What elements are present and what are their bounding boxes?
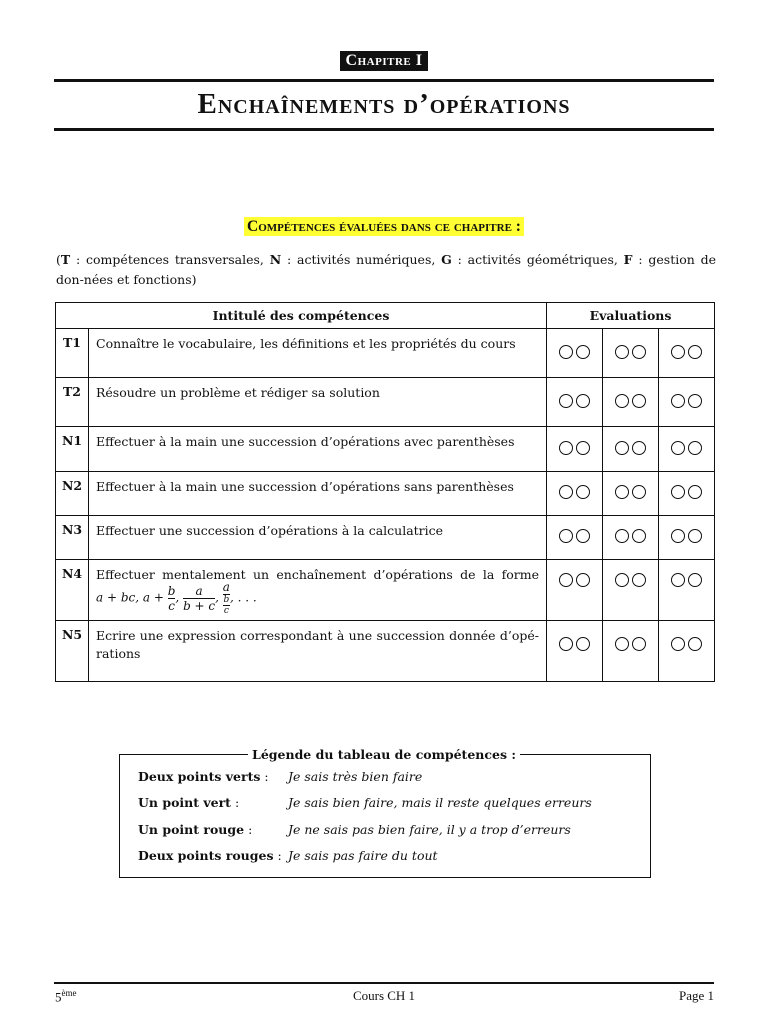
legend-item: Un point vert : Je sais bien faire, mais il reste quelques erreurs [138,795,592,810]
eval-circle[interactable] [671,573,685,587]
competences-heading-text: Compétences évaluées dans ce chapitre : [244,217,524,236]
eval-circle[interactable] [632,637,646,651]
f1-num: b [167,583,176,598]
row-code: T2 [56,378,89,427]
table-row [56,329,715,378]
eval-circle[interactable] [632,529,646,543]
row-code: T1 [56,329,89,378]
eval-circle[interactable] [615,529,629,543]
legend-value: Je sais pas faire du tout [288,848,438,863]
table-row [56,621,715,682]
eval-circle[interactable] [688,394,702,408]
eval-circle[interactable] [688,637,702,651]
eval-circle[interactable] [559,485,573,499]
eval-circle[interactable] [615,394,629,408]
eval-circle[interactable] [576,485,590,499]
row-label: Effectuer à la main une succession d’opérations avec parenthèses [89,427,547,472]
eval-circle[interactable] [671,441,685,455]
n4-lead: a + bc, a + [96,590,164,605]
f3-den-num: b [223,595,230,605]
legend-item: Deux points rouges : Je sais pas faire du tout [138,848,438,863]
eval-circle[interactable] [688,345,702,359]
f3-num: a [222,580,230,594]
intro-7: F [623,252,633,267]
row-label: Effectuer à la main une succession d’opérations sans parenthèses [89,472,547,516]
row-label-n4 [89,560,547,621]
eval-circle[interactable] [671,394,685,408]
fraction-b-over-c [168,584,176,613]
intro-3: N [269,252,282,267]
legend-item: Un point rouge : Je ne sais pas bien faire, il y a trop d’erreurs [138,822,571,837]
chapter-badge [0,50,768,71]
legend-title [0,744,768,763]
intro-6: : activités géométriques, [451,252,624,267]
eval-circle[interactable] [688,573,702,587]
competences-table [55,302,715,682]
eval-circle[interactable] [559,529,573,543]
eval-circle[interactable] [559,345,573,359]
eval-circle[interactable] [632,485,646,499]
legend-value: Je sais très bien faire [288,769,423,784]
f1-den: c [168,598,175,613]
intro-5: G [441,252,452,267]
footer-center: Cours CH 1 [352,988,416,1003]
eval-circle[interactable] [576,637,590,651]
row-code: N1 [56,427,89,472]
f3-den [223,594,230,616]
footer-page: Page 1 [678,988,714,1003]
f2-den: b + c [183,598,216,613]
legend-key: Deux points rouges [138,848,274,863]
table-row [56,560,715,621]
table-row [56,427,715,472]
legend-key: Un point rouge [138,822,245,837]
intro-4: : activités numériques, [281,252,442,267]
eval-circle[interactable] [688,441,702,455]
eval-circle[interactable] [632,394,646,408]
intro-1: T [60,252,71,267]
eval-circle[interactable] [671,529,685,543]
eval-circle[interactable] [559,573,573,587]
row-label: Ecrire une expression correspondant à une succession donnée d’opé-rations [89,621,547,682]
legend-key: Deux points verts [138,769,261,784]
eval-circle[interactable] [671,485,685,499]
row-code: N3 [56,516,89,560]
eval-circle[interactable] [615,441,629,455]
intro-8: : gestion de don-nées et fonctions) [56,252,716,287]
f2-num: a [195,583,203,598]
fraction-a-over-b-over-c [223,580,230,616]
eval-circle[interactable] [688,529,702,543]
eval-circle[interactable] [632,441,646,455]
table-row [56,472,715,516]
eval-circle[interactable] [615,485,629,499]
competences-heading [0,216,768,236]
title-rule-bottom [54,128,714,131]
row-code: N2 [56,472,89,516]
table-row [56,516,715,560]
footer-rule [54,982,714,984]
eval-circle[interactable] [559,637,573,651]
legend-value: Je sais bien faire, mais il reste quelques erreurs [288,795,592,810]
title-rule-top [54,79,714,82]
intro-paragraph [56,250,716,290]
table-header-row [56,303,715,329]
eval-circle[interactable] [576,394,590,408]
intro-0: ( [56,252,61,267]
eval-circle[interactable] [615,345,629,359]
legend-title-text: Légende du tableau de compétences : [248,747,520,762]
eval-circle[interactable] [671,637,685,651]
eval-circle[interactable] [576,345,590,359]
header-eval: Evaluations [547,303,715,329]
legend-value: Je ne sais pas bien faire, il y a trop d’erreurs [288,822,571,837]
eval-circle[interactable] [576,573,590,587]
row-label: Effectuer une succession d’opérations à la calculatrice [89,516,547,560]
row-code: N5 [56,621,89,682]
n4-formula: a + bc, a + $\frac{b}{c}$ , $\frac{a}{b + c}$ , a b c , . . . [96,580,257,616]
table-row [56,378,715,427]
row-label: Connaître le vocabulaire, les définitions et les propriétés du cours [89,329,547,378]
eval-circle[interactable] [632,573,646,587]
n4-tail: , . . . [229,590,257,605]
legend-key: Un point vert [138,795,231,810]
page-title: Enchaînements d’opérations [197,88,571,120]
eval-circle[interactable] [576,529,590,543]
eval-circle[interactable] [576,441,590,455]
eval-circle[interactable] [559,441,573,455]
f3-den-den: c [223,606,229,616]
eval-circle[interactable] [559,394,573,408]
footer-level-num: 5 [55,989,62,1005]
header-skill: Intitulé des compétences [56,303,547,329]
n4-text: Effectuer mentalement un enchaînement d’opérations de la forme [96,567,539,582]
eval-circle[interactable] [615,637,629,651]
eval-circle[interactable] [671,345,685,359]
eval-circle[interactable] [688,485,702,499]
fraction-a-over-bc [183,584,215,613]
eval-circle[interactable] [615,573,629,587]
eval-circle[interactable] [632,345,646,359]
footer-level-sup: ème [61,988,77,998]
intro-2: : compétences transversales, [70,252,270,267]
legend-item: Deux points verts : Je sais très bien faire [138,769,423,784]
row-code: N4 [56,560,89,621]
row-label: Résoudre un problème et rédiger sa solution [89,378,547,427]
chapter-label: Chapitre I [340,51,429,71]
